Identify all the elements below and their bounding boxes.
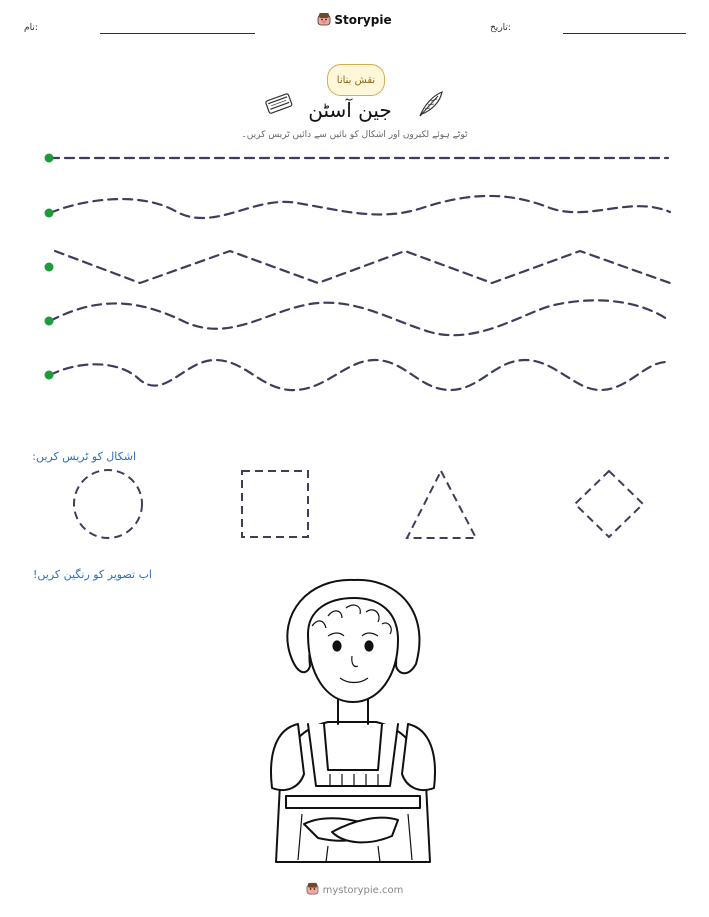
start-dot-1 (45, 154, 54, 163)
shapes-heading: اشکال کو ٹریس کریں: (32, 450, 136, 463)
footer-url[interactable]: mystorypie.com (322, 885, 404, 896)
trace-square (242, 471, 308, 537)
footer (0, 882, 709, 898)
page-title: جین آسٹن (308, 98, 392, 122)
trace-diamond (575, 471, 643, 537)
trace-line-wave-3 (50, 360, 670, 390)
name-label: نام: (24, 23, 38, 33)
brand-name: Storypie (334, 13, 392, 27)
trace-line-zigzag (55, 251, 670, 283)
trace-triangle (407, 471, 476, 538)
start-dot-5 (45, 371, 54, 380)
activity-badge: نقش بنانا (327, 64, 385, 96)
start-dot-3 (45, 263, 54, 272)
shapes-area (0, 460, 709, 550)
instructions-text: ٹوٹے ہوئے لکیروں اور اشکال کو بائیں سے دائیں ٹریس کریں۔ (241, 130, 468, 140)
coloring-heading: اب تصویر کو رنگین کریں! (32, 568, 152, 581)
trace-line-wave-1 (50, 196, 670, 218)
start-dot-4 (45, 317, 54, 326)
trace-line-wave-2 (50, 300, 670, 335)
jane-austen-coloring-image[interactable] (258, 574, 448, 866)
pig-logo-icon (306, 882, 319, 898)
trace-circle (74, 470, 142, 538)
date-label: تاریخ: (490, 23, 511, 33)
start-dot-2 (45, 209, 54, 218)
